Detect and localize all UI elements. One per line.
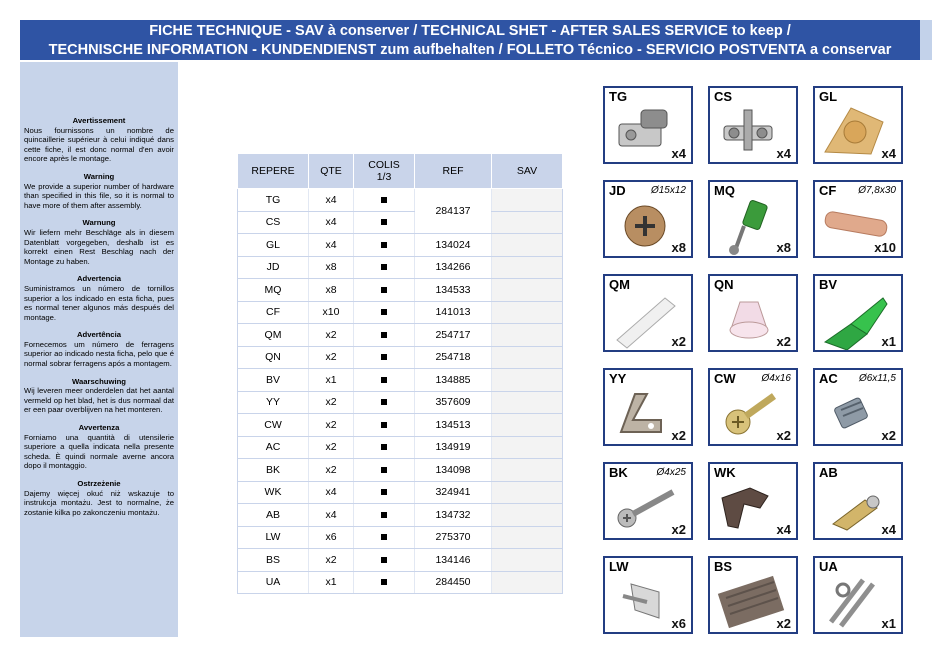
cell-sav xyxy=(492,211,563,234)
note-text: Wir liefern mehr Beschläge als in diesem Datenblatt vorgegeben, deshalb ist es korrekt einen Rest Beschlag nach der Montage zu haben. xyxy=(24,227,174,266)
part-code: CW xyxy=(714,371,736,386)
cell-qte: x6 xyxy=(309,526,354,549)
cam-lock-icon xyxy=(611,196,681,258)
part-tile-ac xyxy=(813,368,903,446)
cell-sav xyxy=(492,459,563,482)
table-row xyxy=(238,234,563,257)
cell-repere: TG xyxy=(238,189,309,212)
part-code: QN xyxy=(714,277,734,292)
part-tile-bk xyxy=(603,462,693,540)
part-tile-qm xyxy=(603,274,693,352)
cell-sav xyxy=(492,391,563,414)
cell-ref: 134919 xyxy=(415,436,492,459)
table-row xyxy=(238,549,563,572)
table-row xyxy=(238,211,563,234)
cell-repere: QN xyxy=(238,346,309,369)
part-dimension: Ø7,8x30 xyxy=(858,185,896,196)
part-quantity: x4 xyxy=(776,522,791,537)
cell-repere: WK xyxy=(238,481,309,504)
part-quantity: x4 xyxy=(881,522,896,537)
cell-sav xyxy=(492,436,563,459)
cell-sav xyxy=(492,481,563,504)
cell-repere: GL xyxy=(238,234,309,257)
colis-mark-icon xyxy=(381,287,387,293)
part-code: LW xyxy=(609,559,629,574)
note-title: Advertencia xyxy=(76,274,121,284)
part-tile-lw xyxy=(603,556,693,634)
col-ref: REF xyxy=(415,154,492,189)
cell-sav xyxy=(492,324,563,347)
part-tile-tg xyxy=(603,86,693,164)
cell-sav xyxy=(492,571,563,594)
warning-note xyxy=(24,377,174,415)
part-code: CS xyxy=(714,89,733,104)
note-text: Nous fournissons un nombre de quincaillerie supérieur à celui indiqué dans cette fiche, il est donc normal d'en avoir encore après le montage. xyxy=(24,125,174,164)
table-row xyxy=(238,189,563,212)
part-code: CF xyxy=(819,183,837,198)
part-code: TG xyxy=(609,89,628,104)
angle-bracket-icon xyxy=(611,384,681,446)
part-quantity: x2 xyxy=(881,428,896,443)
colis-mark-icon xyxy=(381,264,387,270)
plastic-rail-icon xyxy=(611,290,681,352)
note-title: Warning xyxy=(83,171,115,181)
cell-colis xyxy=(354,571,415,594)
table-body xyxy=(238,189,563,594)
table-row xyxy=(238,324,563,347)
wall-bracket-icon xyxy=(611,572,681,634)
colis-mark-icon xyxy=(381,354,387,360)
cell-colis xyxy=(354,526,415,549)
cell-sav xyxy=(492,346,563,369)
cell-sav xyxy=(492,526,563,549)
cell-qte: x2 xyxy=(309,459,354,482)
cell-qte: x4 xyxy=(309,211,354,234)
hinge-plate-icon xyxy=(716,102,786,164)
cell-sav xyxy=(492,369,563,392)
part-code: QM xyxy=(609,277,630,292)
table-row xyxy=(238,414,563,437)
note-text: Dajemy więcej okuć niż wskazuje to instrukcja montażu. Jest to normalne, że zostanie kilka po zakonczeniu montażu. xyxy=(24,488,174,517)
cell-ref: 134533 xyxy=(415,279,492,302)
part-tile-yy xyxy=(603,368,693,446)
col-repere: REPERE xyxy=(238,154,309,189)
cell-sav xyxy=(492,189,563,212)
table-row xyxy=(238,436,563,459)
part-quantity: x4 xyxy=(671,146,686,161)
colis-mark-icon xyxy=(381,377,387,383)
part-quantity: x6 xyxy=(671,616,686,631)
cell-colis xyxy=(354,234,415,257)
note-title: Advertência xyxy=(76,330,121,340)
col-colis-sub: 1/3 xyxy=(376,171,392,183)
part-tile-mq xyxy=(708,180,798,258)
cell-sav xyxy=(492,279,563,302)
table-row xyxy=(238,256,563,279)
cell-ref: 134266 xyxy=(415,256,492,279)
note-title: Avertissement xyxy=(72,116,126,125)
cell-repere: CS xyxy=(238,211,309,234)
cell-qte: x10 xyxy=(309,301,354,324)
colis-mark-icon xyxy=(381,467,387,473)
cell-colis xyxy=(354,211,415,234)
colis-mark-icon xyxy=(381,332,387,338)
part-tile-jd xyxy=(603,180,693,258)
cell-repere: AB xyxy=(238,504,309,527)
cell-repere: CF xyxy=(238,301,309,324)
table-row xyxy=(238,481,563,504)
note-text: We provide a superior number of hardware than specified in this file, so it is normal to have more of them after assembly. xyxy=(24,181,174,210)
cell-qte: x4 xyxy=(309,234,354,257)
cell-sav xyxy=(492,256,563,279)
col-qte: QTE xyxy=(309,154,354,189)
cell-qte: x2 xyxy=(309,436,354,459)
cell-ref: 254717 xyxy=(415,324,492,347)
cell-qte: x4 xyxy=(309,504,354,527)
part-quantity: x1 xyxy=(881,616,896,631)
cell-colis xyxy=(354,481,415,504)
colis-mark-icon xyxy=(381,557,387,563)
cell-repere: AC xyxy=(238,436,309,459)
cell-colis xyxy=(354,549,415,572)
shelf-support-icon xyxy=(821,478,891,540)
part-quantity: x8 xyxy=(776,240,791,255)
col-sav: SAV xyxy=(492,154,563,189)
part-quantity: x2 xyxy=(671,428,686,443)
header-line-1: FICHE TECHNIQUE - SAV à conserver / TECHNICAL SHET - AFTER SALES SERVICE to keep / xyxy=(149,23,791,39)
cell-qte: x2 xyxy=(309,414,354,437)
cell-repere: BV xyxy=(238,369,309,392)
cell-sav xyxy=(492,234,563,257)
warning-note xyxy=(24,479,174,517)
cell-colis xyxy=(354,369,415,392)
part-tile-wk xyxy=(708,462,798,540)
cell-colis xyxy=(354,414,415,437)
part-code: MQ xyxy=(714,183,735,198)
cell-repere: QM xyxy=(238,324,309,347)
felt-strip-icon xyxy=(716,572,786,634)
cell-qte: x1 xyxy=(309,571,354,594)
part-code: AC xyxy=(819,371,838,386)
cell-sav xyxy=(492,549,563,572)
cell-repere: BS xyxy=(238,549,309,572)
warning-note xyxy=(24,330,174,368)
cell-repere: UA xyxy=(238,571,309,594)
cell-colis xyxy=(354,504,415,527)
part-tile-cw xyxy=(708,368,798,446)
note-text: Wij leveren meer onderdelen dat het aantal vermeld op het blad, het is dus normaal dat er een paar overblijven na het monteren. xyxy=(24,386,174,415)
glue-tube-icon xyxy=(821,290,891,352)
cell-ref: 134732 xyxy=(415,504,492,527)
cell-qte: x1 xyxy=(309,369,354,392)
table-row xyxy=(238,279,563,302)
cell-sav xyxy=(492,414,563,437)
table-row xyxy=(238,346,563,369)
cell-ref: 134885 xyxy=(415,369,492,392)
part-code: BS xyxy=(714,559,733,574)
cell-sav xyxy=(492,504,563,527)
chain-strap-icon xyxy=(821,572,891,634)
colis-mark-icon xyxy=(381,512,387,518)
note-title: Waarschuwing xyxy=(72,376,126,386)
cell-qte: x2 xyxy=(309,324,354,347)
col-colis-label: COLIS xyxy=(368,159,400,171)
cell-repere: LW xyxy=(238,526,309,549)
cell-qte: x4 xyxy=(309,481,354,504)
part-code: UA xyxy=(819,559,838,574)
cell-colis xyxy=(354,324,415,347)
part-code: JD xyxy=(609,183,626,198)
cell-qte: x8 xyxy=(309,256,354,279)
part-tile-cf xyxy=(813,180,903,258)
warning-note xyxy=(24,218,174,266)
part-dimension: Ø15x12 xyxy=(650,185,686,196)
part-dimension: Ø4x16 xyxy=(761,373,791,384)
cell-qte: x2 xyxy=(309,346,354,369)
cell-ref: 134098 xyxy=(415,459,492,482)
part-dimension: Ø4x25 xyxy=(656,467,686,478)
table-row xyxy=(238,526,563,549)
colis-mark-icon xyxy=(381,422,387,428)
cell-repere: YY xyxy=(238,391,309,414)
cell-colis xyxy=(354,391,415,414)
part-quantity: x2 xyxy=(776,334,791,349)
warning-note xyxy=(24,423,174,471)
part-tile-gl xyxy=(813,86,903,164)
table-row xyxy=(238,504,563,527)
part-code: WK xyxy=(714,465,736,480)
colis-mark-icon xyxy=(381,579,387,585)
cell-ref: 284450 xyxy=(415,571,492,594)
part-tile-qn xyxy=(708,274,798,352)
part-quantity: x2 xyxy=(671,334,686,349)
part-tile-ab xyxy=(813,462,903,540)
part-code: BV xyxy=(819,277,838,292)
colis-mark-icon xyxy=(381,197,387,203)
colis-mark-icon xyxy=(381,534,387,540)
cell-ref: 134146 xyxy=(415,549,492,572)
cell-repere: CW xyxy=(238,414,309,437)
table-row xyxy=(238,369,563,392)
cell-repere: JD xyxy=(238,256,309,279)
col-colis xyxy=(354,154,415,189)
part-tile-ua xyxy=(813,556,903,634)
colis-mark-icon xyxy=(381,309,387,315)
shelf-clip-icon xyxy=(716,478,786,540)
part-quantity: x2 xyxy=(776,428,791,443)
cell-ref: 324941 xyxy=(415,481,492,504)
table-row xyxy=(238,459,563,482)
colis-mark-icon xyxy=(381,399,387,405)
part-quantity: x1 xyxy=(881,334,896,349)
cell-repere: MQ xyxy=(238,279,309,302)
cell-colis xyxy=(354,459,415,482)
part-tile-bs xyxy=(708,556,798,634)
cell-colis xyxy=(354,279,415,302)
plastic-foot-icon xyxy=(716,290,786,352)
part-quantity: x8 xyxy=(671,240,686,255)
colis-mark-icon xyxy=(381,242,387,248)
warning-note xyxy=(24,116,174,164)
insert-nut-icon xyxy=(821,384,891,446)
warning-notes xyxy=(24,116,174,525)
cell-colis xyxy=(354,189,415,212)
cell-ref: 134513 xyxy=(415,414,492,437)
note-title: Warnung xyxy=(82,218,116,228)
warning-note xyxy=(24,172,174,210)
part-tile-bv xyxy=(813,274,903,352)
part-code: BK xyxy=(609,465,628,480)
cell-ref: 284137 xyxy=(415,189,492,234)
reference-table xyxy=(237,153,563,594)
table-row xyxy=(238,301,563,324)
warning-note xyxy=(24,274,174,322)
cell-colis xyxy=(354,436,415,459)
part-dimension: Ø6x11,5 xyxy=(858,373,896,384)
colis-mark-icon xyxy=(381,444,387,450)
cell-qte: x2 xyxy=(309,391,354,414)
cell-ref: 254718 xyxy=(415,346,492,369)
cell-ref: 141013 xyxy=(415,301,492,324)
cell-qte: x8 xyxy=(309,279,354,302)
cell-sav xyxy=(492,301,563,324)
cell-ref: 357609 xyxy=(415,391,492,414)
table-row xyxy=(238,391,563,414)
header-line-2: TECHNISCHE INFORMATION - KUNDENDIENST zum aufbehalten / FOLLETO Técnico - SERVICIO POSTVENTA a conservar xyxy=(48,42,892,58)
cell-qte: x4 xyxy=(309,189,354,212)
colis-mark-icon xyxy=(381,219,387,225)
wood-screw-icon xyxy=(716,384,786,446)
colis-mark-icon xyxy=(381,489,387,495)
page-header xyxy=(20,20,932,60)
cell-repere: BK xyxy=(238,459,309,482)
table-header-row xyxy=(238,154,563,189)
part-quantity: x2 xyxy=(671,522,686,537)
part-code: YY xyxy=(609,371,627,386)
note-text: Suministramos un número de tornillos superior a los indicado en esta ficha, pues es normal tener algunos más después del montage. xyxy=(24,283,174,322)
part-quantity: x10 xyxy=(874,240,896,255)
glide-pad-icon xyxy=(821,102,891,164)
cell-colis xyxy=(354,256,415,279)
part-quantity: x4 xyxy=(776,146,791,161)
cell-colis xyxy=(354,346,415,369)
long-screw-icon xyxy=(611,478,681,540)
part-tile-cs xyxy=(708,86,798,164)
note-text: Fornecemos um número de ferragens superior ao indicado nesta ficha, pelo que é normal sobrar ferragens após a montagem. xyxy=(24,339,174,369)
note-text: Forniamo una quantità di utensilerie superiore a quella indicata nella presente scheda. È quindi normale averne ancora dopo il montaggio. xyxy=(24,432,174,471)
part-quantity: x2 xyxy=(776,616,791,631)
cell-ref: 275370 xyxy=(415,526,492,549)
part-code: GL xyxy=(819,89,838,104)
note-title: Ostrzeżenie xyxy=(77,479,121,488)
table-row xyxy=(238,571,563,594)
cell-ref: 134024 xyxy=(415,234,492,257)
part-quantity: x4 xyxy=(881,146,896,161)
cell-qte: x2 xyxy=(309,549,354,572)
cam-bolt-icon xyxy=(716,196,786,258)
hinge-icon xyxy=(611,102,681,164)
note-title: Avvertenza xyxy=(78,423,120,433)
cell-colis xyxy=(354,301,415,324)
part-code: AB xyxy=(819,465,838,480)
